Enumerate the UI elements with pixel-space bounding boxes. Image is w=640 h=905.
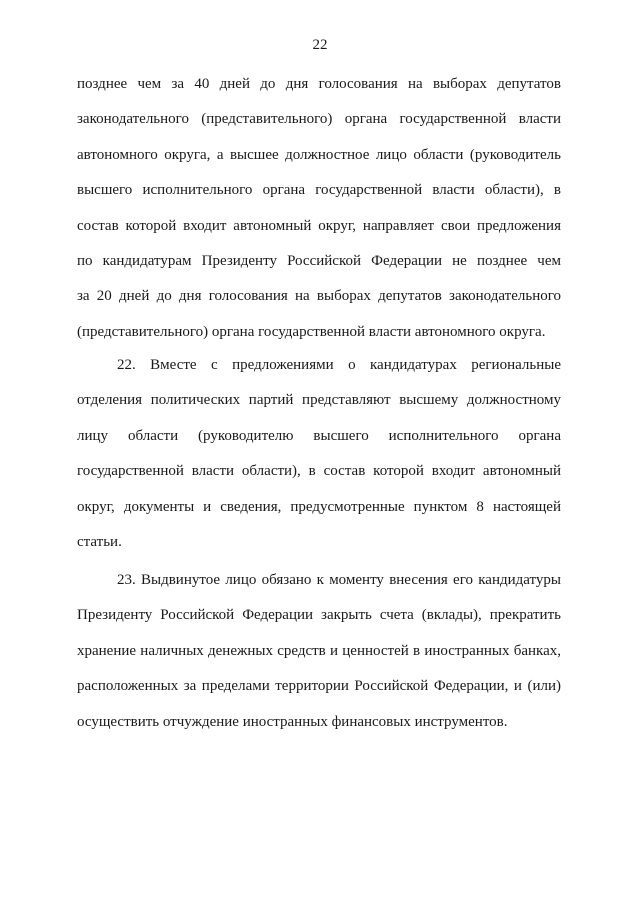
text-line: по кандидатурам Президенту Российской Федерации не позднее чем	[77, 252, 561, 269]
text-line: автономного округа, а высшее должностное лицо области (руководитель	[77, 146, 561, 163]
text-line: хранение наличных денежных средств и ценностей в иностранных банках,	[77, 642, 561, 659]
text-line: отделения политических партий представляют высшему должностному	[77, 392, 561, 409]
text-line: за 20 дней до дня голосования на выборах депутатов законодательного	[77, 288, 561, 305]
text-line: 23. Выдвинутое лицо обязано к моменту внесения его кандидатуры	[117, 572, 561, 588]
paragraph-item-23	[77, 563, 561, 740]
text-line: состав которой входит автономный округ, направляет свои предложения	[77, 217, 561, 234]
text-line: позднее чем за 40 дней до дня голосования на выборах депутатов	[77, 76, 561, 92]
text-line: государственной власти области), в состав которой входит автономный	[77, 463, 561, 480]
text-line: высшего исполнительного органа государственной власти области), в	[77, 182, 561, 199]
paragraph-item-22	[77, 348, 561, 560]
text-line: 22. Вместе с предложениями о кандидатурах региональные	[117, 357, 561, 373]
text-line: осуществить отчуждение иностранных финансовых инструментов.	[77, 713, 508, 730]
text-line: округ, документы и сведения, предусмотренные пунктом 8 настоящей	[77, 498, 561, 515]
text-line: статьи.	[77, 533, 122, 550]
text-line: лицу области (руководителю высшего исполнительного органа	[77, 427, 561, 444]
text-line: Президенту Российской Федерации закрыть счета (вклады), прекратить	[77, 607, 561, 624]
text-line: расположенных за пределами территории Российской Федерации, и (или)	[77, 678, 561, 695]
text-line: законодательного (представительного) органа государственной власти	[77, 111, 561, 128]
paragraph-continuation	[77, 67, 561, 350]
text-line: (представительного) органа государственной власти автономного округа.	[77, 323, 546, 340]
page-number: 22	[312, 37, 328, 53]
